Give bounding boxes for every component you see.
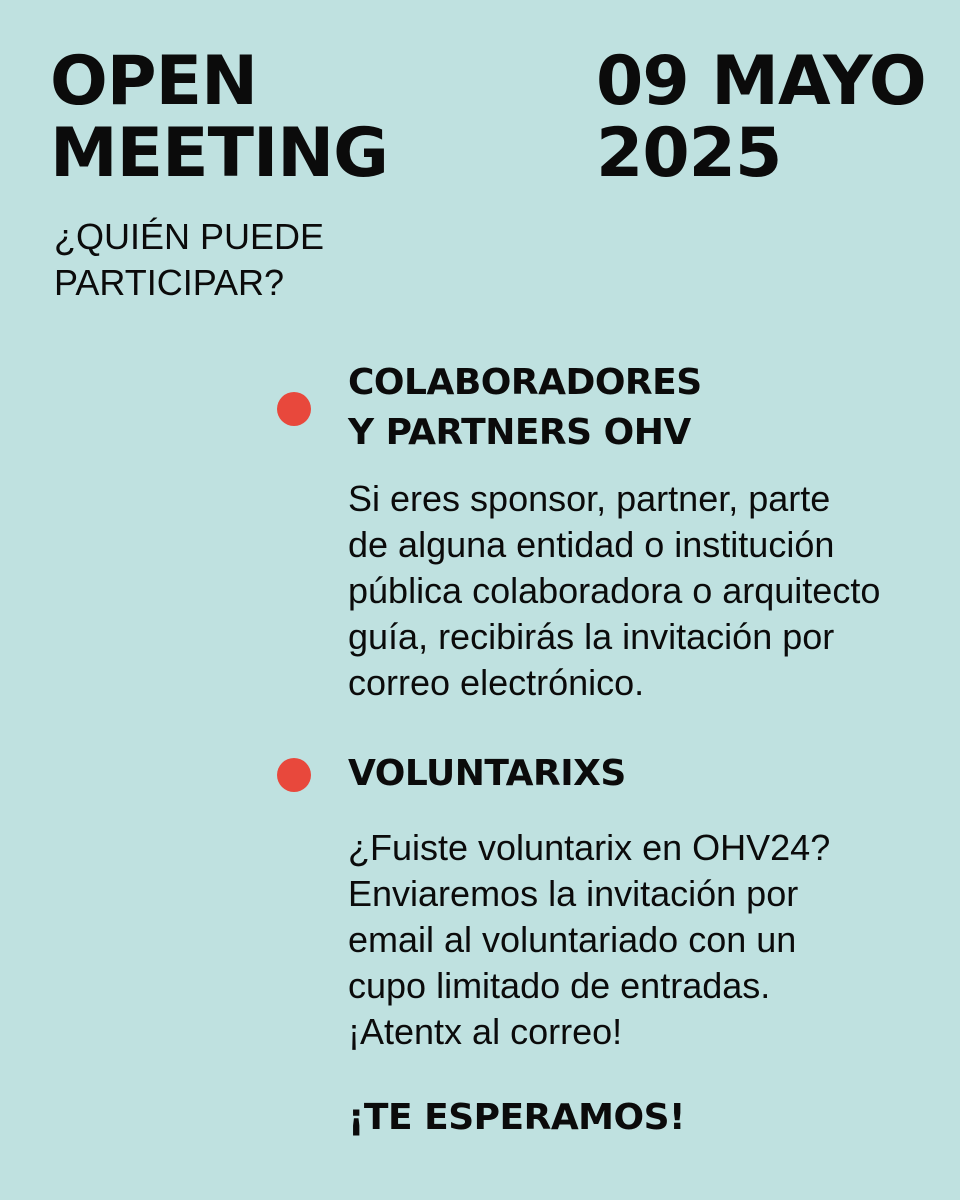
event-date-line-2: 2025 — [596, 114, 782, 193]
section-body-line: Enviaremos la invitación por — [348, 873, 799, 914]
section-body-line: Si eres sponsor, partner, parte — [348, 478, 831, 519]
section-heading — [348, 358, 923, 458]
section-heading-line-1: COLABORADORES — [348, 362, 702, 403]
section-body — [348, 825, 923, 1055]
subtitle-line-2: PARTICIPAR? — [54, 262, 285, 303]
section-body — [348, 476, 923, 706]
event-date-line-1: 09 MAYO — [596, 42, 926, 121]
section-heading-line-2: Y PARTNERS OHV — [348, 412, 691, 453]
section-heading-line-1: VOLUNTARIXS — [348, 753, 626, 794]
closing-message: ¡TE ESPERAMOS! — [348, 1097, 685, 1138]
subtitle-line-1: ¿QUIÉN PUEDE — [54, 216, 325, 257]
event-title-line-1: OPEN — [50, 42, 258, 121]
section-body-line: cupo limitado de entradas. — [348, 965, 771, 1006]
section-volunteers — [348, 749, 923, 1055]
section-heading — [348, 749, 923, 799]
section-body-line: de alguna entidad o institución — [348, 524, 835, 565]
bullet-dot-icon — [277, 392, 311, 426]
section-body-line: pública colaboradora o arquitecto — [348, 570, 881, 611]
section-body-line: ¿Fuiste voluntarix en OHV24? — [348, 827, 831, 868]
section-body-line: email al voluntariado con un — [348, 919, 797, 960]
section-body-line: correo electrónico. — [348, 662, 645, 703]
section-collaborators — [348, 358, 923, 706]
section-body-line: ¡Atentx al correo! — [348, 1011, 623, 1052]
event-title-line-2: MEETING — [50, 114, 388, 193]
section-body-line: guía, recibirás la invitación por — [348, 616, 835, 657]
event-date — [596, 42, 936, 193]
bullet-dot-icon — [277, 758, 311, 792]
subtitle — [54, 214, 374, 306]
event-title — [50, 42, 430, 193]
